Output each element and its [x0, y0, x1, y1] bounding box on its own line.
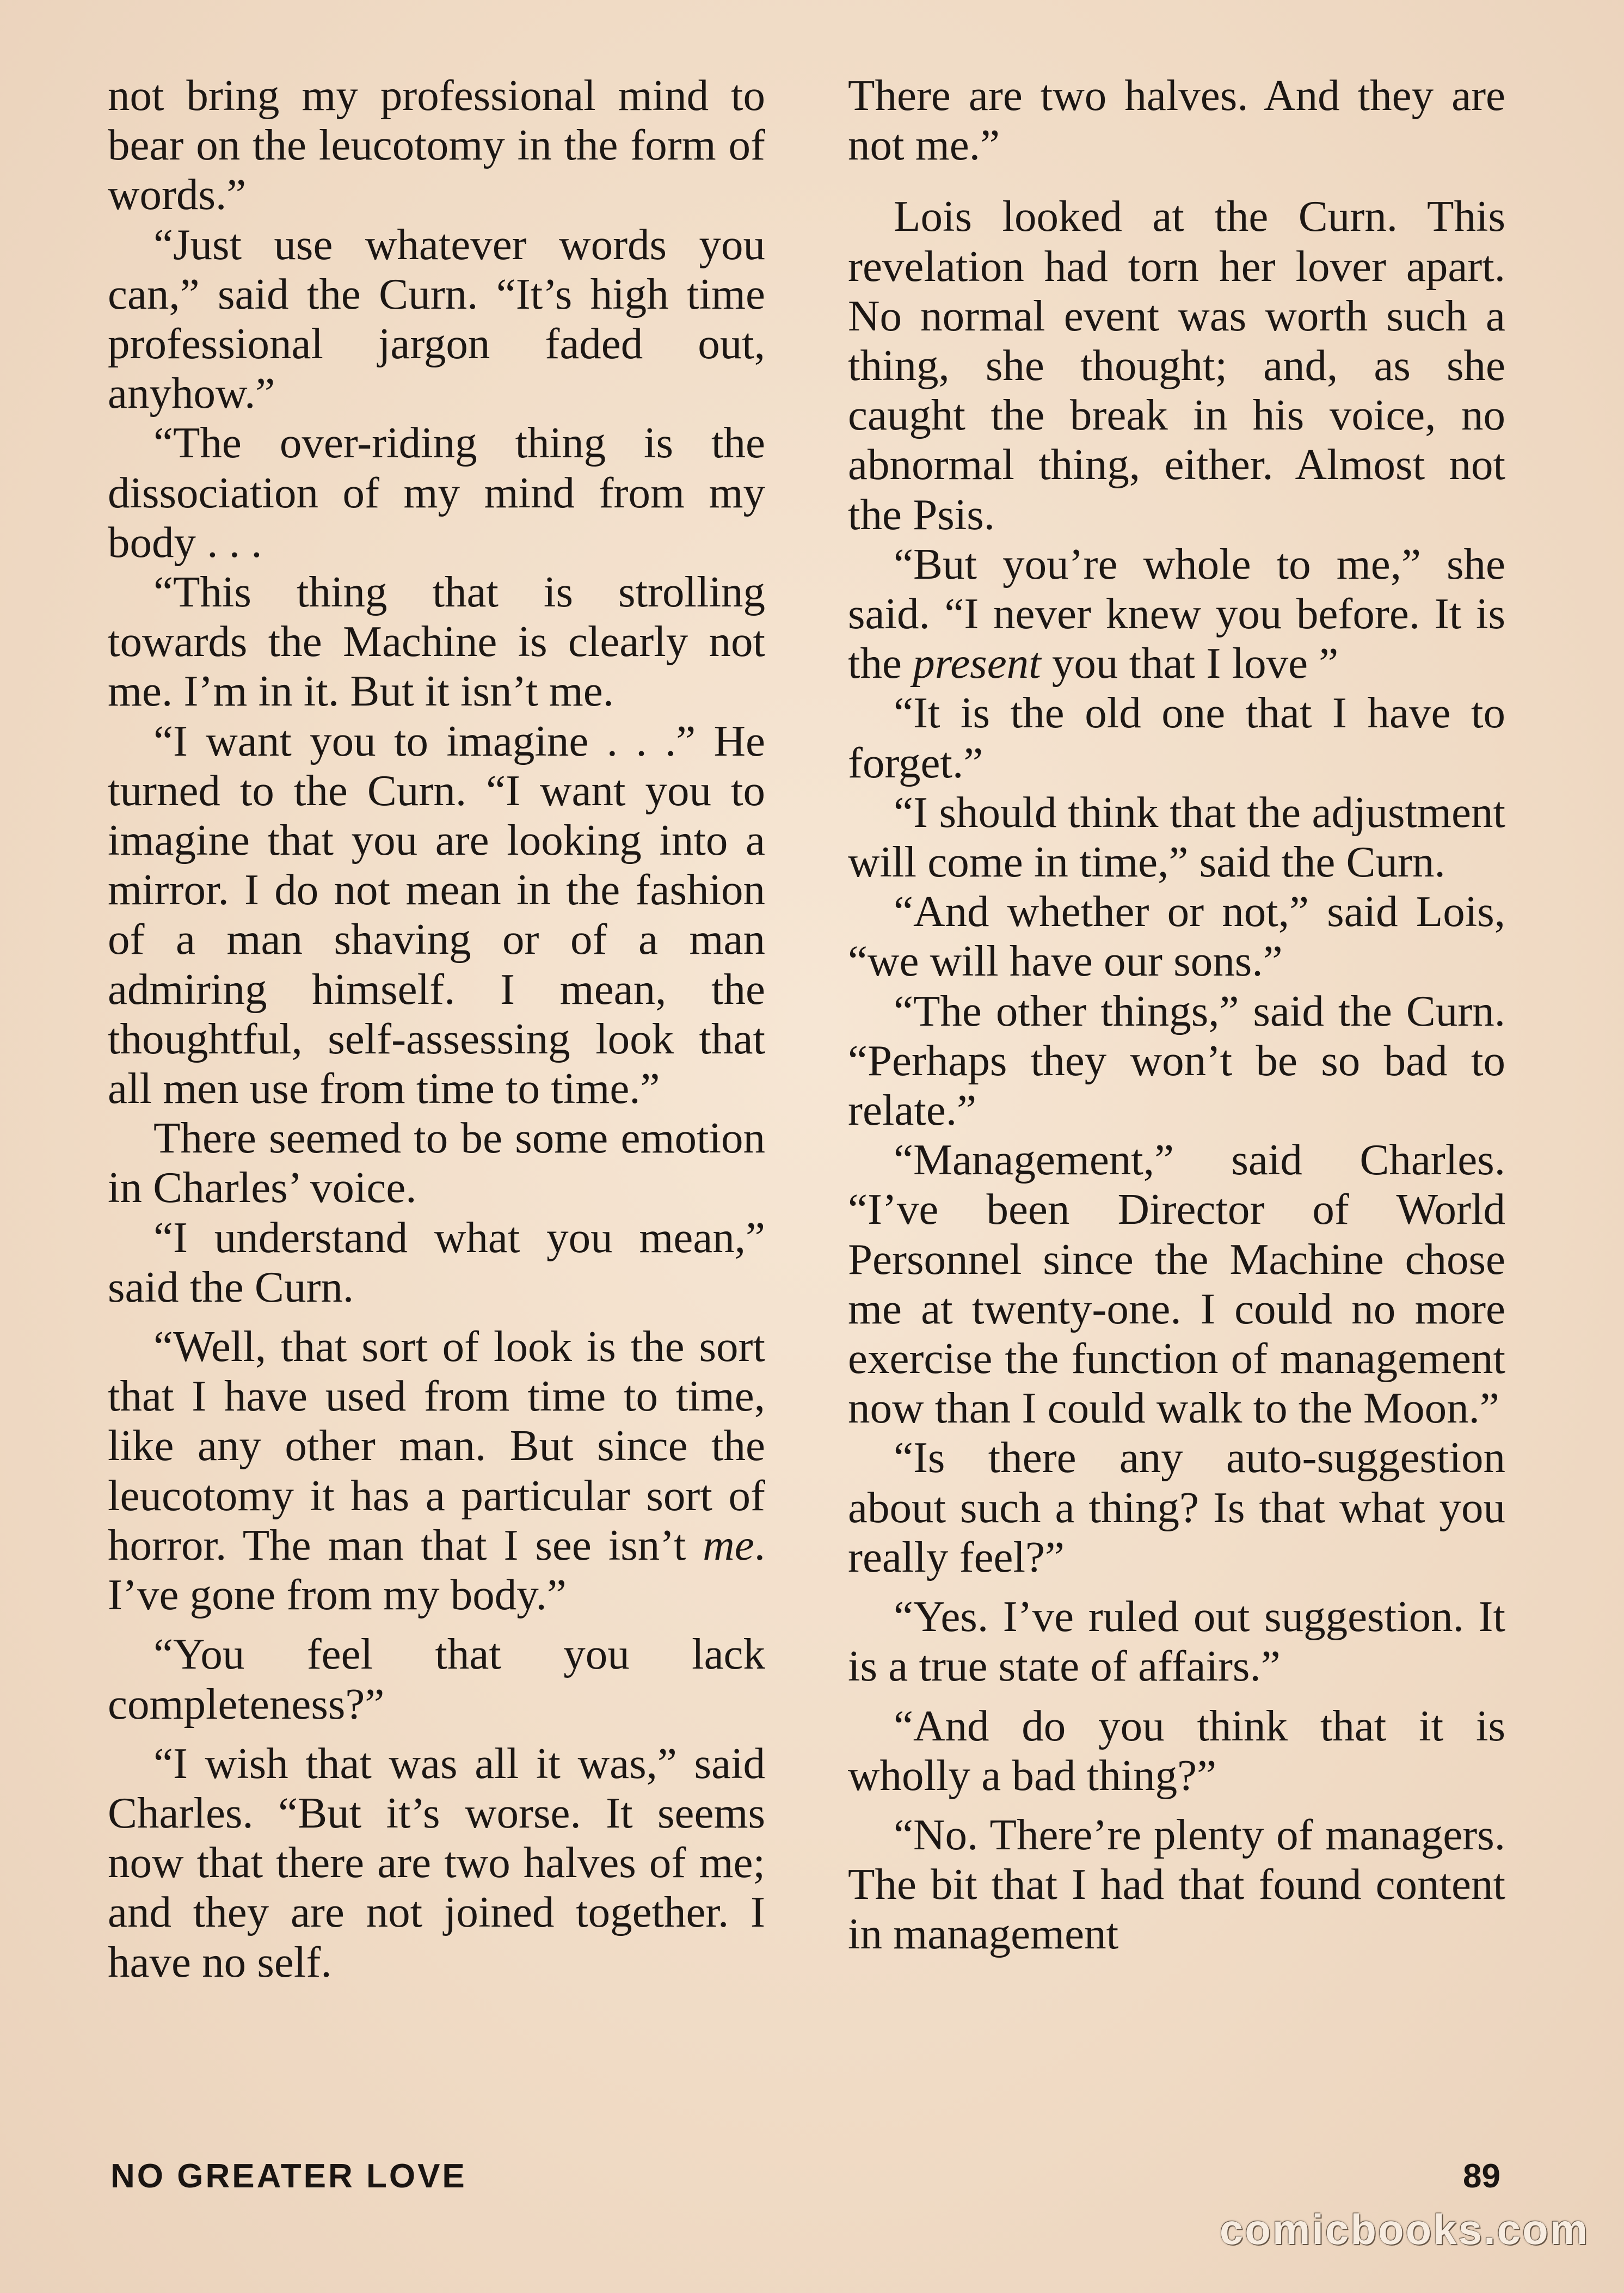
paragraph: not bring my professional mind to bear on the leucotomy in the form of words.”	[108, 71, 765, 219]
paragraph: There are two halves. And they are not me.”	[848, 71, 1505, 170]
paragraph: Lois looked at the Curn. This revelation had torn her lover apart. No normal event was worth such a thing, she thought; and, as she caught the break in his voice, no abnormal thing, either. Almost not the Psis.	[848, 192, 1505, 539]
paragraph: “I wish that was all it was,” said Charles. “But it’s worse. It seems now that there are two halves of me; and they are not joined together. I have no self.	[108, 1738, 765, 1987]
paragraph: “Management,” said Charles. “I’ve been Director of World Personnel since the Machine chose me at twenty-one. I could no more exercise the function of management now than I could walk to the Moon.”	[848, 1135, 1505, 1433]
emphasis-text: me	[703, 1520, 754, 1569]
left-text-column	[108, 71, 765, 1987]
paragraph: “This thing that is strolling towards the Machine is clearly not me. I’m in it. But it isn’t me.	[108, 567, 765, 716]
text-run: “Well, that sort of look is the sort that I have used from time to time, like any other man. But since the leucotomy it has a particular sort of horror. The man that I see isn’t	[108, 1322, 765, 1569]
paragraph: “And whether or not,” said Lois, “we will have our sons.”	[848, 887, 1505, 986]
paragraph: “Just use whatever words you can,” said the Curn. “It’s high time professional jargon faded out, anyhow.”	[108, 219, 765, 418]
paragraph	[848, 539, 1505, 689]
paragraph: “Is there any auto-suggestion about such a thing? Is that what you really feel?”	[848, 1433, 1505, 1581]
paragraph: “The other things,” said the Curn. “Perhaps they won’t be so bad to relate.”	[848, 986, 1505, 1135]
right-text-column	[848, 71, 1505, 1959]
paragraph: “You feel that you lack completeness?”	[108, 1629, 765, 1728]
paragraph: “No. There’re plenty of managers. The bit that I had that found content in management	[848, 1810, 1505, 1959]
paragraph: “The over-riding thing is the dissociation of my mind from my body . . .	[108, 418, 765, 567]
paragraph: “And do you think that it is wholly a bad thing?”	[848, 1701, 1505, 1800]
paragraph: “I understand what you mean,” said the Curn.	[108, 1212, 765, 1311]
paragraph: “Yes. I’ve ruled out suggestion. It is a true state of affairs.”	[848, 1592, 1505, 1691]
paragraph: “I want you to imagine . . .” He turned to the Curn. “I want you to imagine that you are looking into a mirror. I do not mean in the fashion of a man shaving or of a man admiring himself. I mean, the thoughtful, self-assessing look that all men use from time to time.”	[108, 716, 765, 1113]
paragraph: “I should think that the adjustment will come in time,” said the Curn.	[848, 787, 1505, 887]
text-run: “But you’re whole to me,” she said. “I never knew you before. It is the	[848, 539, 1505, 688]
paragraph	[108, 1322, 765, 1620]
text-run: you that I love ”	[1041, 639, 1339, 688]
paragraph: There seemed to be some emotion in Charles’ voice.	[108, 1113, 765, 1212]
running-footer-title: NO GREATER LOVE	[110, 2157, 467, 2195]
paragraph: “It is the old one that I have to forget.”	[848, 688, 1505, 787]
text-run: . I’ve gone from my body.”	[108, 1520, 765, 1620]
page-number: 89	[1463, 2157, 1500, 2195]
watermark: comicbooks.com	[1219, 2205, 1589, 2253]
emphasis-text: present	[913, 639, 1041, 688]
